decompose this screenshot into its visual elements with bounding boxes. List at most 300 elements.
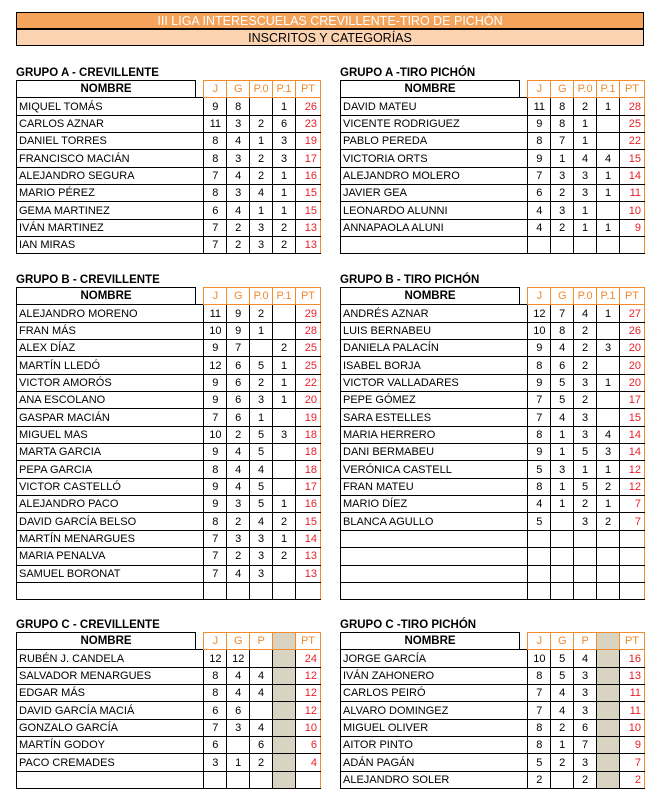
points-cell: 15 [619, 150, 644, 167]
stat-cell: 1 [273, 202, 296, 219]
stat-cell: 9 [204, 444, 227, 461]
stat-cell: 4 [227, 202, 250, 219]
stat-cell: 4 [597, 150, 620, 167]
points-cell: 10 [619, 719, 644, 736]
stat-cell: 7 [551, 305, 574, 322]
table-row [17, 340, 321, 357]
group-title: GRUPO C -TIRO PICHÓN [340, 619, 477, 631]
points-cell: 25 [295, 340, 320, 357]
stat-cell: 5 [551, 667, 574, 684]
stat-cell: 6 [227, 702, 250, 719]
points-cell: 15 [295, 513, 320, 530]
stat-cell: 9 [528, 444, 551, 461]
stat-cell [574, 582, 597, 599]
table-row [341, 219, 645, 236]
table-row [17, 202, 321, 219]
player-name: SAMUEL BORONAT [17, 565, 204, 582]
stat-cell: 1 [597, 185, 620, 202]
stat-cell: 1 [250, 322, 273, 339]
header-col: PT [619, 633, 644, 650]
table-row [17, 513, 321, 530]
stat-cell: 6 [227, 357, 250, 374]
player-name: MARIO DÍEZ [341, 496, 528, 513]
player-name: ALEJANDRO SOLER [341, 771, 528, 788]
header-col: G [227, 633, 250, 650]
group-c-tiro-pichon [340, 618, 645, 789]
player-name: ALVARO DOMINGEZ [341, 702, 528, 719]
stat-cell: 4 [597, 426, 620, 443]
stat-cell: 2 [273, 340, 296, 357]
stat-cell: 4 [551, 340, 574, 357]
table-row [341, 115, 645, 132]
stat-cell [597, 702, 620, 719]
stat-cell: 6 [273, 115, 296, 132]
group-b-crevillente [16, 273, 321, 600]
standings-table [16, 632, 321, 789]
stat-cell: 4 [227, 444, 250, 461]
table-row [341, 650, 645, 667]
stat-cell: 5 [574, 478, 597, 495]
stat-cell: 4 [574, 305, 597, 322]
header-nombre: NOMBRE [341, 288, 520, 305]
table-row [17, 409, 321, 426]
stat-cell: 3 [597, 340, 620, 357]
table-row [17, 719, 321, 736]
table-row [341, 513, 645, 530]
player-name: ALEJANDRO PACO [17, 496, 204, 513]
stat-cell: 2 [574, 496, 597, 513]
player-name [341, 548, 528, 565]
section-subtitle-banner: INSCRITOS Y CATEGORÍAS [16, 29, 644, 46]
stat-cell: 6 [204, 202, 227, 219]
header-col: P.0 [250, 81, 273, 98]
stat-cell: 2 [250, 754, 273, 771]
player-name: PACO CREMADES [17, 754, 204, 771]
points-cell: 11 [619, 685, 644, 702]
points-cell [619, 548, 644, 565]
header-col: P.1 [597, 288, 620, 305]
stat-cell: 3 [273, 426, 296, 443]
table-row [17, 667, 321, 684]
stat-cell: 3 [574, 754, 597, 771]
player-name: ALEJANDRO MORENO [17, 305, 204, 322]
stat-cell: 4 [227, 167, 250, 184]
header-col: G [551, 81, 574, 98]
stat-cell: 1 [551, 426, 574, 443]
header-col: P.1 [597, 81, 620, 98]
stat-cell: 11 [528, 98, 551, 115]
table-row [341, 202, 645, 219]
player-name: ALEX DÍAZ [17, 340, 204, 357]
stat-cell: 6 [227, 374, 250, 391]
table-row [341, 392, 645, 409]
points-cell: 11 [619, 185, 644, 202]
stat-cell [250, 582, 273, 599]
stat-cell: 4 [528, 202, 551, 219]
table-row [17, 133, 321, 150]
group-title: GRUPO C - CREVILLENTE [16, 619, 160, 631]
stat-cell: 1 [273, 530, 296, 547]
stat-cell: 6 [204, 737, 227, 754]
player-name: ANA ESCOLANO [17, 392, 204, 409]
stat-cell [528, 237, 551, 254]
spacer [196, 81, 204, 98]
points-cell: 7 [619, 754, 644, 771]
points-cell: 9 [619, 219, 644, 236]
player-name: ANNAPAOLA ALUNI [341, 219, 528, 236]
points-cell: 7 [619, 513, 644, 530]
stat-cell: 10 [204, 322, 227, 339]
table-header [17, 288, 321, 305]
stat-cell: 9 [528, 374, 551, 391]
header-nombre: NOMBRE [341, 633, 520, 650]
player-name: CARLOS PEIRÓ [341, 685, 528, 702]
stat-cell: 2 [227, 219, 250, 236]
stat-cell: 3 [227, 496, 250, 513]
stat-cell: 10 [528, 322, 551, 339]
stat-cell: 7 [204, 237, 227, 254]
player-name: GEMA MARTINEZ [17, 202, 204, 219]
stat-cell: 3 [250, 548, 273, 565]
stat-cell [597, 737, 620, 754]
points-cell: 22 [295, 374, 320, 391]
stat-cell: 4 [551, 409, 574, 426]
stat-cell: 2 [574, 98, 597, 115]
stat-cell: 12 [528, 305, 551, 322]
header-col: J [204, 288, 227, 305]
player-name: LUIS BERNABEU [341, 322, 528, 339]
header-col: P.1 [273, 288, 296, 305]
points-cell: 7 [619, 496, 644, 513]
header-nombre: NOMBRE [17, 288, 196, 305]
header-col: PT [295, 81, 320, 98]
table-row [17, 650, 321, 667]
stat-cell: 3 [227, 530, 250, 547]
table-row [341, 357, 645, 374]
table-row [17, 754, 321, 771]
points-cell: 19 [295, 409, 320, 426]
stat-cell: 2 [574, 357, 597, 374]
spacer [520, 81, 528, 98]
stat-cell: 6 [204, 702, 227, 719]
player-name [17, 582, 204, 599]
player-name: MARIA PENALVA [17, 548, 204, 565]
player-name [341, 237, 528, 254]
table-row [341, 150, 645, 167]
player-name: GONZALO GARCÍA [17, 719, 204, 736]
table-row [17, 771, 321, 788]
points-cell: 20 [295, 392, 320, 409]
points-cell: 17 [619, 392, 644, 409]
points-cell: 20 [619, 340, 644, 357]
stat-cell: 2 [574, 771, 597, 788]
player-name: ALEJANDRO MOLERO [341, 167, 528, 184]
stat-cell: 4 [227, 565, 250, 582]
stat-cell [528, 565, 551, 582]
stat-cell: 10 [528, 650, 551, 667]
table-row [17, 702, 321, 719]
stat-cell: 8 [528, 667, 551, 684]
stat-cell: 8 [528, 719, 551, 736]
stat-cell: 9 [204, 392, 227, 409]
stat-cell: 7 [204, 565, 227, 582]
player-name: DAVID GARCÍA BELSO [17, 513, 204, 530]
player-name: VERÓNICA CASTELL [341, 461, 528, 478]
stat-cell: 4 [227, 478, 250, 495]
stat-cell: 2 [597, 478, 620, 495]
stat-cell [273, 650, 296, 667]
stat-cell: 8 [204, 150, 227, 167]
stat-cell: 3 [250, 219, 273, 236]
header-col: P.1 [273, 81, 296, 98]
stat-cell [551, 771, 574, 788]
stat-cell: 5 [528, 754, 551, 771]
points-cell: 14 [295, 530, 320, 547]
points-cell [295, 771, 320, 788]
points-cell: 22 [619, 133, 644, 150]
points-cell: 13 [295, 548, 320, 565]
points-cell [619, 565, 644, 582]
stat-cell: 5 [528, 513, 551, 530]
header-nombre: NOMBRE [17, 81, 196, 98]
stat-cell: 1 [273, 496, 296, 513]
points-cell: 15 [295, 185, 320, 202]
stat-cell [204, 771, 227, 788]
player-name: BLANCA AGULLO [341, 513, 528, 530]
table-header [341, 633, 645, 650]
stat-cell: 5 [528, 461, 551, 478]
stat-cell: 2 [273, 237, 296, 254]
stat-cell: 3 [574, 513, 597, 530]
stat-cell: 3 [574, 409, 597, 426]
header-col: J [204, 633, 227, 650]
stat-cell: 6 [528, 185, 551, 202]
stat-cell [273, 667, 296, 684]
stat-cell [273, 322, 296, 339]
stat-cell: 4 [227, 667, 250, 684]
table-row [341, 771, 645, 788]
player-name: DAVID MATEU [341, 98, 528, 115]
table-row [17, 478, 321, 495]
spacer [196, 288, 204, 305]
table-row [341, 409, 645, 426]
points-cell: 12 [619, 478, 644, 495]
points-cell: 12 [295, 667, 320, 684]
player-name: FRAN MATEU [341, 478, 528, 495]
stat-cell: 1 [250, 202, 273, 219]
stat-cell [273, 702, 296, 719]
stat-cell: 8 [551, 322, 574, 339]
table-row [17, 461, 321, 478]
stat-cell: 7 [227, 340, 250, 357]
stat-cell [597, 202, 620, 219]
stat-cell: 3 [574, 667, 597, 684]
stat-cell: 2 [227, 237, 250, 254]
player-name [17, 771, 204, 788]
stat-cell: 3 [574, 702, 597, 719]
stat-cell: 4 [227, 461, 250, 478]
player-name: MARTA GARCIA [17, 444, 204, 461]
stat-cell: 7 [204, 530, 227, 547]
points-cell: 26 [619, 322, 644, 339]
stat-cell: 3 [551, 167, 574, 184]
stat-cell [273, 771, 296, 788]
stat-cell: 12 [204, 357, 227, 374]
stat-cell: 8 [528, 133, 551, 150]
points-cell: 16 [619, 650, 644, 667]
header-col: J [528, 81, 551, 98]
standings-table [340, 632, 645, 789]
stat-cell: 1 [597, 461, 620, 478]
stat-cell [250, 98, 273, 115]
group-title: GRUPO B - TIRO PICHÓN [340, 274, 480, 286]
stat-cell: 4 [250, 461, 273, 478]
points-cell: 14 [619, 426, 644, 443]
player-name: MARIA HERRERO [341, 426, 528, 443]
stat-cell: 11 [204, 115, 227, 132]
table-row [17, 115, 321, 132]
group-title: GRUPO A -TIRO PICHÓN [340, 67, 476, 79]
stat-cell: 1 [250, 133, 273, 150]
header-col: G [551, 288, 574, 305]
stat-cell: 9 [528, 150, 551, 167]
table-row [341, 719, 645, 736]
group-c-crevillente [16, 618, 321, 789]
stat-cell: 1 [574, 115, 597, 132]
stat-cell: 9 [528, 115, 551, 132]
stat-cell: 1 [597, 305, 620, 322]
header-col: P.0 [574, 81, 597, 98]
points-cell [619, 530, 644, 547]
player-name: IVÁN ZAHONERO [341, 667, 528, 684]
stat-cell: 8 [204, 667, 227, 684]
table-row [341, 582, 645, 599]
table-row [17, 167, 321, 184]
stat-cell [528, 582, 551, 599]
header-col: J [528, 288, 551, 305]
stat-cell: 1 [273, 98, 296, 115]
table-row [341, 444, 645, 461]
stat-cell: 9 [204, 98, 227, 115]
table-row [341, 530, 645, 547]
stat-cell: 4 [528, 496, 551, 513]
stat-cell [597, 115, 620, 132]
player-name: MARIO PÉREZ [17, 185, 204, 202]
table-row [17, 548, 321, 565]
header-col: PT [619, 288, 644, 305]
stat-cell: 5 [551, 392, 574, 409]
stat-cell: 1 [551, 737, 574, 754]
league-title-banner: III LIGA INTERESCUELAS CREVILLENTE-TIRO DE PICHÓN [16, 12, 644, 29]
stat-cell: 3 [227, 115, 250, 132]
stat-cell: 2 [273, 219, 296, 236]
stat-cell: 7 [204, 409, 227, 426]
table-row [341, 426, 645, 443]
stat-cell [597, 685, 620, 702]
stat-cell [597, 409, 620, 426]
stat-cell: 9 [204, 340, 227, 357]
table-row [17, 185, 321, 202]
points-cell: 18 [295, 444, 320, 461]
stat-cell [528, 530, 551, 547]
player-name: DANI BERMABEU [341, 444, 528, 461]
player-name: LEONARDO ALUNNI [341, 202, 528, 219]
stat-cell: 4 [551, 702, 574, 719]
table-row [341, 237, 645, 254]
points-cell: 15 [295, 202, 320, 219]
stat-cell [273, 478, 296, 495]
stat-cell: 1 [574, 219, 597, 236]
stat-cell: 1 [597, 219, 620, 236]
player-name: MIQUEL TOMÁS [17, 98, 204, 115]
stat-cell: 2 [528, 771, 551, 788]
table-row [17, 685, 321, 702]
header-col: PT [619, 81, 644, 98]
stat-cell: 7 [551, 133, 574, 150]
stat-cell: 4 [227, 133, 250, 150]
stat-cell: 2 [273, 513, 296, 530]
stat-cell: 2 [574, 392, 597, 409]
stat-cell: 1 [551, 478, 574, 495]
stat-cell: 4 [528, 219, 551, 236]
stat-cell: 9 [204, 496, 227, 513]
stat-cell [597, 650, 620, 667]
stat-cell: 5 [250, 426, 273, 443]
table-row [341, 98, 645, 115]
stat-cell: 1 [574, 133, 597, 150]
stat-cell [250, 650, 273, 667]
stat-cell: 2 [273, 548, 296, 565]
stat-cell: 4 [551, 685, 574, 702]
table-row [17, 150, 321, 167]
stat-cell: 12 [227, 650, 250, 667]
player-name: PABLO PEREDA [341, 133, 528, 150]
table-row [341, 322, 645, 339]
stat-cell: 7 [528, 685, 551, 702]
stat-cell: 1 [273, 167, 296, 184]
player-name: ALEJANDRO SEGURA [17, 167, 204, 184]
points-cell [619, 237, 644, 254]
stat-cell: 2 [574, 322, 597, 339]
header-col: PT [295, 288, 320, 305]
stat-cell: 12 [204, 650, 227, 667]
player-name: EDGAR MÁS [17, 685, 204, 702]
stat-cell: 7 [528, 167, 551, 184]
header-col [597, 633, 620, 650]
points-cell: 23 [295, 115, 320, 132]
points-cell: 13 [295, 565, 320, 582]
table-row [17, 237, 321, 254]
table-row [341, 185, 645, 202]
player-name: MARTÍN GODOY [17, 737, 204, 754]
player-name: VICTORIA ORTS [341, 150, 528, 167]
player-name: SALVADOR MENARGUES [17, 667, 204, 684]
player-name: RUBÉN J. CANDELA [17, 650, 204, 667]
stat-cell: 10 [204, 426, 227, 443]
points-cell: 28 [619, 98, 644, 115]
spacer [520, 633, 528, 650]
player-name [341, 565, 528, 582]
stat-cell: 8 [528, 426, 551, 443]
stat-cell [528, 548, 551, 565]
stat-cell [597, 237, 620, 254]
stat-cell: 2 [227, 548, 250, 565]
stat-cell [551, 530, 574, 547]
stat-cell: 3 [250, 565, 273, 582]
points-cell: 13 [295, 237, 320, 254]
header-nombre: NOMBRE [17, 633, 196, 650]
stat-cell: 8 [528, 737, 551, 754]
